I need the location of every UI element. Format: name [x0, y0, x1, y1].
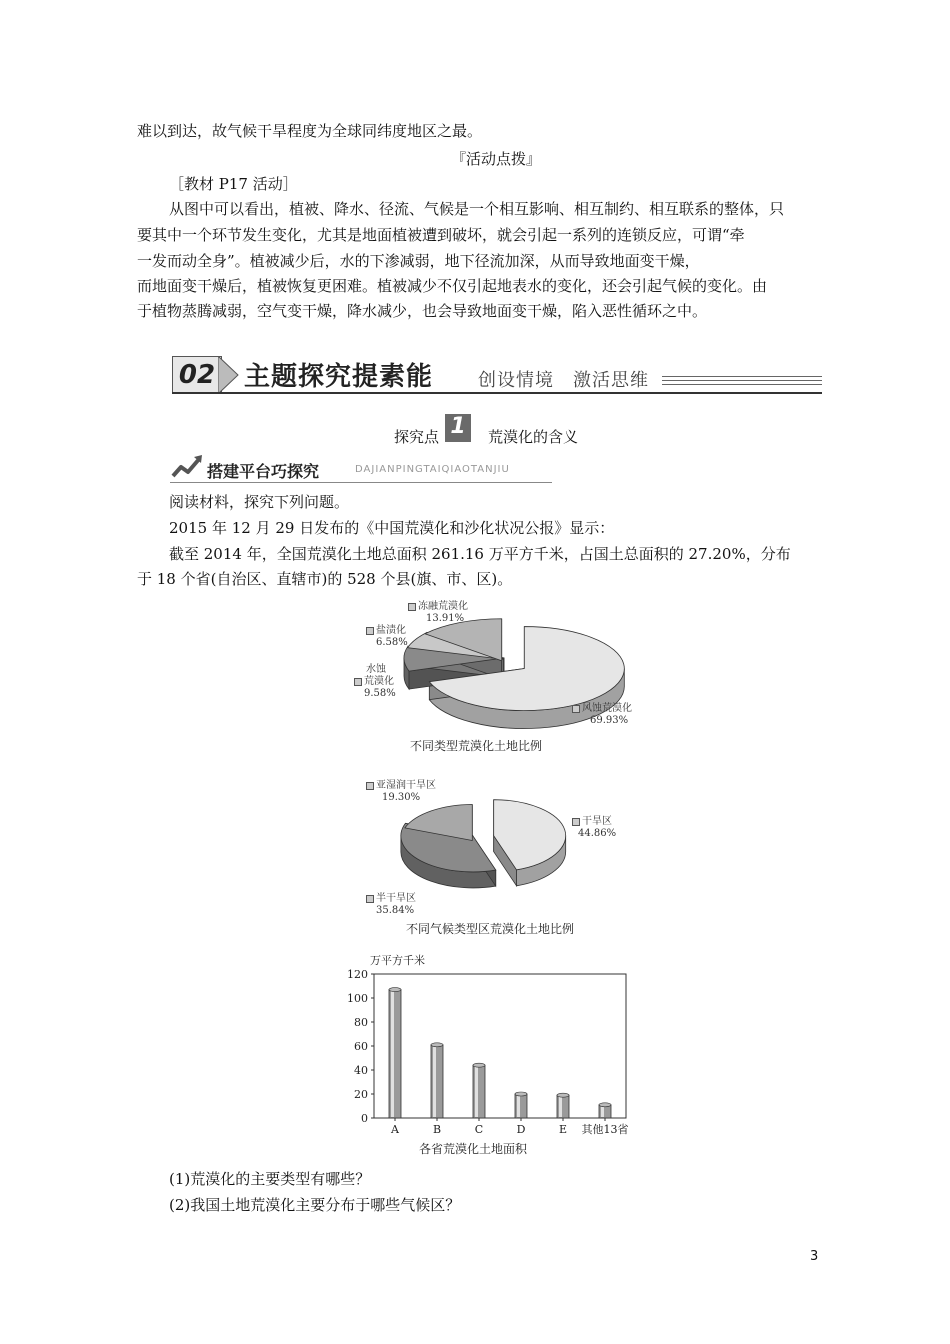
- bar-C: [473, 1063, 485, 1118]
- question-line: (2)我国土地荒漠化主要分布于哪些气候区？: [169, 1196, 461, 1214]
- bar-A: [389, 988, 401, 1118]
- banner-underline: [172, 392, 822, 394]
- y-tick-label: 60: [354, 1040, 368, 1053]
- bar-B: [431, 1043, 443, 1118]
- explore-point-title: 荒漠化的含义: [488, 428, 579, 446]
- textbook-reference: ［教材 P17 活动］: [169, 175, 298, 193]
- x-tick-label: B: [432, 1123, 442, 1136]
- explore-point-prefix: 探究点: [394, 428, 440, 446]
- material-line: 2015 年 12 月 29 日发布的《中国荒漠化和沙化状况公报》显示：: [169, 519, 615, 537]
- y-tick-label: 0: [361, 1112, 368, 1125]
- explore-point-underline: [445, 440, 471, 442]
- pie2-caption: 不同气候类型区荒漠化土地比例: [406, 922, 575, 936]
- banner-subtitle: 创设情境 激活思维: [478, 370, 649, 391]
- intro-line: 难以到达，故气候干旱程度为全球同纬度地区之最。: [137, 122, 483, 140]
- material-line: 于 18 个省(自治区、直辖市)的 528 个县(旗、市、区)。: [137, 570, 513, 588]
- banner-number: 02: [172, 356, 222, 394]
- material-line: 截至 2014 年，全国荒漠化土地总面积 261.16 万平方千米，占国土总面积的 27.20%，分布: [169, 545, 791, 563]
- pie-chart-2-svg: [370, 790, 620, 910]
- platform-title: 搭建平台巧探究: [207, 462, 320, 481]
- y-tick-label: 20: [354, 1088, 368, 1101]
- pie1-label-freeze-thaw: 冻融荒漠化 13.91%: [408, 601, 468, 625]
- bar-chart-svg: [340, 952, 670, 1137]
- activity-paragraph-line: 要其中一个环节发生变化，尤其是地面植被遭到破坏，就会引起一系列的连锁反应，可谓“牵: [137, 226, 745, 244]
- x-tick-label: D: [516, 1123, 526, 1136]
- y-axis-unit-label: 万平方千米: [370, 954, 425, 967]
- pie1-label-water: 水蚀 荒漠化 9.58%: [354, 664, 396, 700]
- x-tick-label: A: [391, 1123, 399, 1136]
- pie1-label-wind: 风蚀荒漠化 69.93%: [572, 703, 632, 727]
- bar-E: [557, 1093, 569, 1118]
- bar-chart-caption: 各省荒漠化土地面积: [419, 1142, 528, 1156]
- activity-heading: 『活动点拨』: [451, 150, 542, 168]
- x-tick-label: C: [474, 1123, 484, 1136]
- activity-paragraph-line: 于植物蒸腾减弱，空气变干燥，降水减少，也会导致地面变干燥，陷入恶性循环之中。: [137, 302, 708, 320]
- y-tick-label: 40: [354, 1064, 368, 1077]
- trend-chart-icon: [170, 452, 204, 482]
- activity-paragraph-line: 一发而动全身”。植被减少后，水的下渗减弱，地下径流加深，从而导致地面变干燥，: [137, 252, 700, 270]
- banner-rule: [662, 376, 822, 377]
- plot-frame: [374, 974, 626, 1118]
- banner-title: 主题探究提素能: [244, 362, 434, 392]
- banner-rule: [662, 384, 822, 385]
- x-tick-label: 其他13省: [581, 1123, 629, 1136]
- pie1-label-salinization: 盐渍化 6.58%: [366, 625, 408, 649]
- banner-arrow-icon: [218, 356, 240, 394]
- material-line: 阅读材料，探究下列问题。: [169, 493, 350, 511]
- pie2-label-arid: 干旱区 44.86%: [572, 816, 616, 840]
- pie2-label-semi-arid: 半干旱区 35.84%: [366, 893, 416, 917]
- pie1-caption: 不同类型荒漠化土地比例: [410, 739, 543, 753]
- pie2-label-sub-humid: 亚湿润干旱区 19.30%: [366, 780, 436, 804]
- activity-paragraph-line: 从图中可以看出，植被、降水、径流、气候是一个相互影响、相互制约、相互联系的整体，只: [169, 200, 785, 218]
- banner-rule: [662, 380, 822, 381]
- y-tick-label: 100: [347, 992, 368, 1005]
- bar-其他13省: [599, 1103, 611, 1118]
- platform-underline: [170, 482, 552, 483]
- activity-paragraph-line: 而地面变干燥后，植被恢复更困难。植被减少不仅引起地表水的变化，还会引起气候的变化。由: [137, 277, 768, 295]
- x-tick-label: E: [558, 1123, 568, 1136]
- question-line: (1)荒漠化的主要类型有哪些？: [169, 1170, 371, 1188]
- bar-D: [515, 1092, 527, 1118]
- y-tick-label: 120: [347, 968, 368, 981]
- page-number: 3: [810, 1249, 819, 1264]
- platform-english: DAJIANPINGTAIQIAOTANJIU: [355, 464, 510, 475]
- y-tick-label: 80: [354, 1016, 368, 1029]
- explore-point-number: 1: [445, 414, 471, 440]
